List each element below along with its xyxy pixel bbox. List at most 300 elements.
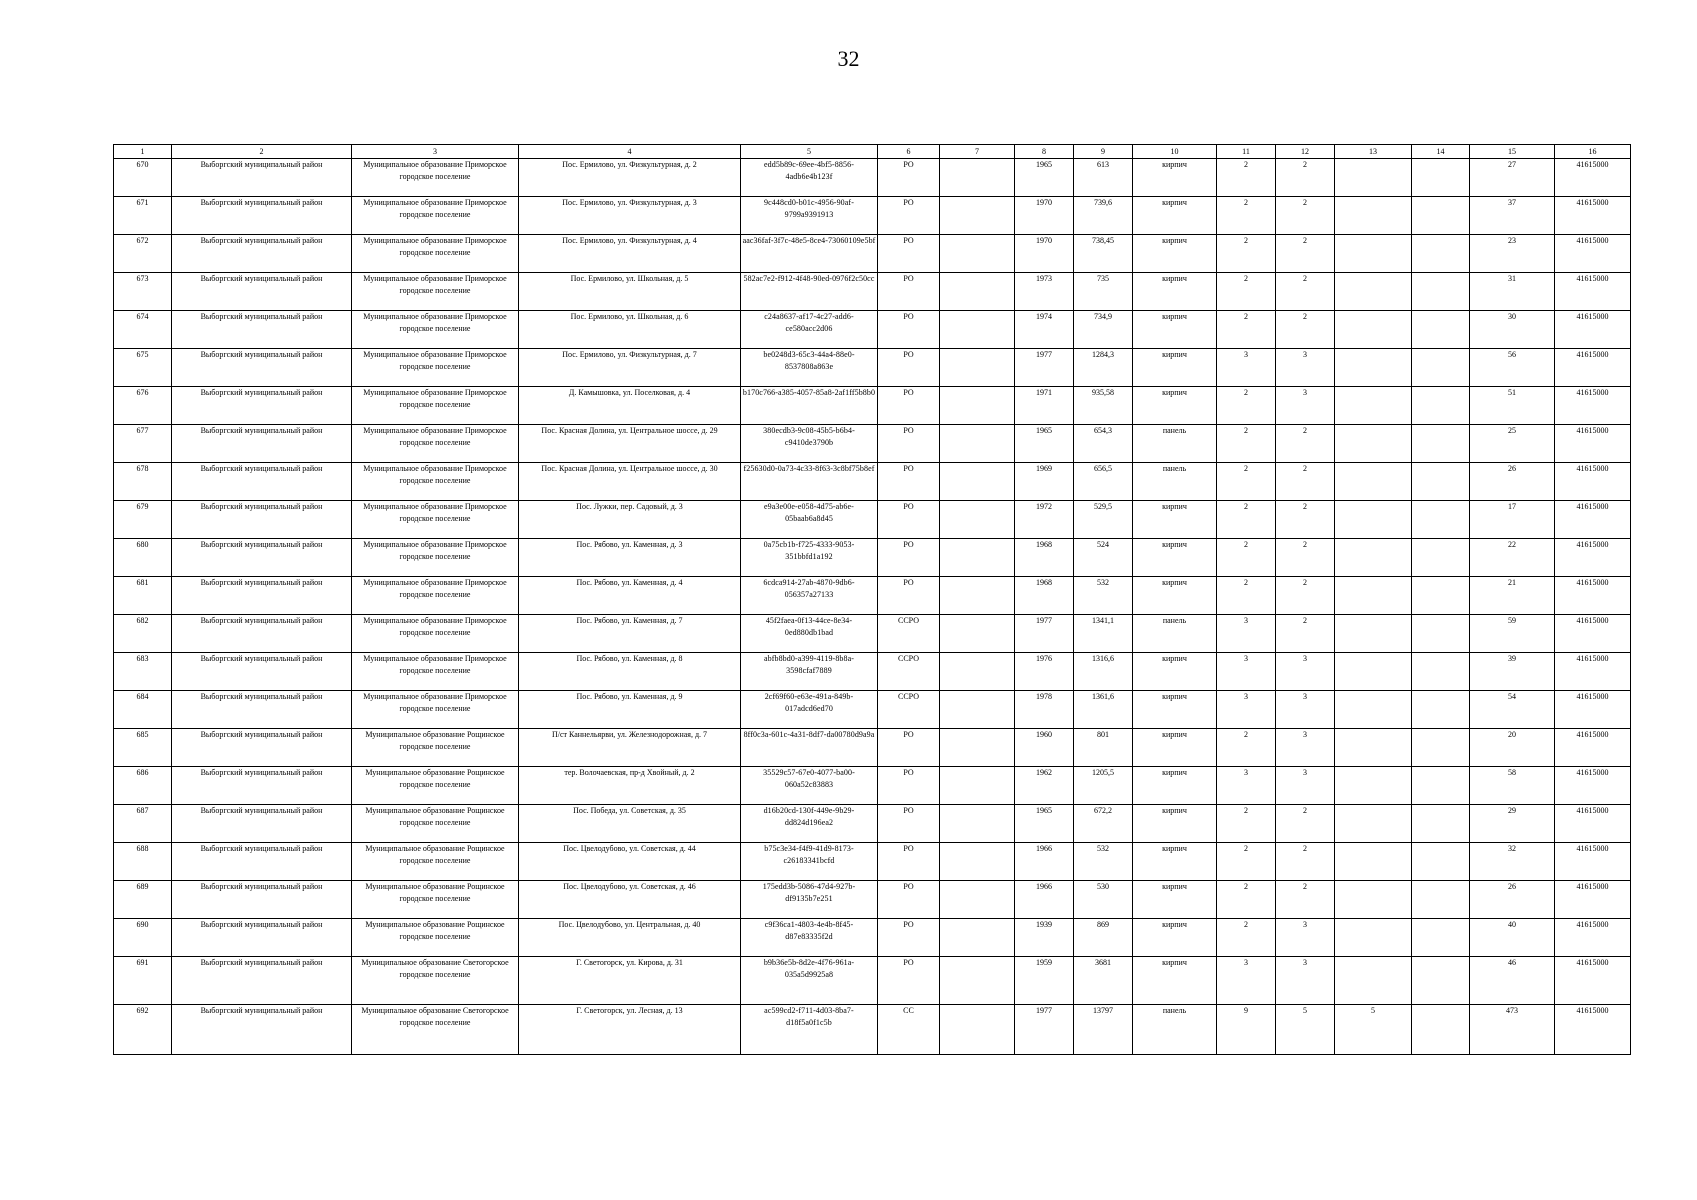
table-cell: Пос. Цвелодубово, ул. Советская, д. 44 — [519, 843, 741, 881]
column-header: 13 — [1335, 145, 1412, 159]
table-cell: РО — [878, 235, 940, 273]
table-cell: Пос. Ермилово, ул. Школьная, д. 6 — [519, 311, 741, 349]
table-cell: 3 — [1276, 349, 1335, 387]
table-cell — [940, 349, 1015, 387]
table-row — [114, 843, 1631, 881]
table-cell: 31 — [1470, 273, 1555, 311]
table-cell — [1412, 539, 1470, 577]
table-cell: Пос. Красная Долина, ул. Центральное шоссе, д. 29 — [519, 425, 741, 463]
table-cell: 54 — [1470, 691, 1555, 729]
table-cell: 656,5 — [1074, 463, 1133, 501]
table-cell: Г. Светогорск, ул. Лесная, д. 13 — [519, 1005, 741, 1055]
table-cell: РО — [878, 463, 940, 501]
table-cell — [940, 577, 1015, 615]
table-cell: 1970 — [1015, 197, 1074, 235]
table-cell — [1335, 805, 1412, 843]
table-cell: 2 — [1217, 235, 1276, 273]
table-cell: 677 — [114, 425, 172, 463]
table-cell: Выборгский муниципальный район — [172, 577, 352, 615]
table-cell: ac599cd2-f711-4d03-8ba7-d18f5a0f1c5b — [741, 1005, 878, 1055]
table-cell: РО — [878, 919, 940, 957]
table-cell: кирпич — [1133, 197, 1217, 235]
table-cell: кирпич — [1133, 539, 1217, 577]
table-row — [114, 197, 1631, 235]
table-cell: 41615000 — [1555, 729, 1631, 767]
table-cell: 2 — [1276, 539, 1335, 577]
table-cell: кирпич — [1133, 159, 1217, 197]
table-cell: 59 — [1470, 615, 1555, 653]
table-cell: 1284,3 — [1074, 349, 1133, 387]
column-header: 10 — [1133, 145, 1217, 159]
table-cell: РО — [878, 311, 940, 349]
table-cell: Муниципальное образование Светогорское городское поселение — [352, 1005, 519, 1055]
table-cell: 3 — [1276, 729, 1335, 767]
table-cell: Муниципальное образование Приморское городское поселение — [352, 425, 519, 463]
table-cell: 2 — [1217, 539, 1276, 577]
table-cell: 41615000 — [1555, 767, 1631, 805]
table-cell: 41615000 — [1555, 425, 1631, 463]
table-cell: 380ecdb3-9c08-45b5-b6b4-c9410de3790b — [741, 425, 878, 463]
table-cell: 801 — [1074, 729, 1133, 767]
table-cell: 671 — [114, 197, 172, 235]
table-cell: b170c766-a385-4057-85a8-2af1ff5b8b0 — [741, 387, 878, 425]
table-cell: 0a75cb1b-f725-4333-9053-351bbfd1a192 — [741, 539, 878, 577]
table-cell — [1335, 881, 1412, 919]
table-cell: 529,5 — [1074, 501, 1133, 539]
table-cell — [1412, 349, 1470, 387]
table-cell — [940, 425, 1015, 463]
table-cell: 6cdca914-27ab-4870-9db6-056357a27133 — [741, 577, 878, 615]
table-cell: 2 — [1217, 273, 1276, 311]
table-cell: Выборгский муниципальный район — [172, 881, 352, 919]
table-cell: 681 — [114, 577, 172, 615]
table-cell — [940, 615, 1015, 653]
table-cell: 613 — [1074, 159, 1133, 197]
table-cell: кирпич — [1133, 311, 1217, 349]
table-cell: 683 — [114, 653, 172, 691]
table-cell — [1335, 615, 1412, 653]
table-cell: c9f36ca1-4803-4e4b-8f45-d87e83335f2d — [741, 919, 878, 957]
table-cell: 3 — [1276, 691, 1335, 729]
table-cell: Выборгский муниципальный район — [172, 387, 352, 425]
table-cell: 1977 — [1015, 349, 1074, 387]
table-cell: 2 — [1217, 881, 1276, 919]
table-cell: 1341,1 — [1074, 615, 1133, 653]
table-cell: be0248d3-65c3-44a4-88e0-8537808a863e — [741, 349, 878, 387]
table-cell: 2 — [1217, 159, 1276, 197]
table-header — [114, 145, 1631, 159]
table-cell: Муниципальное образование Приморское городское поселение — [352, 577, 519, 615]
table-cell: Выборгский муниципальный район — [172, 691, 352, 729]
table-cell: 17 — [1470, 501, 1555, 539]
table-cell — [940, 539, 1015, 577]
table-cell: РО — [878, 957, 940, 1005]
table-cell: 3 — [1217, 691, 1276, 729]
table-cell — [940, 463, 1015, 501]
table-cell — [940, 311, 1015, 349]
table-cell: 670 — [114, 159, 172, 197]
table-cell: 5 — [1335, 1005, 1412, 1055]
table-cell — [1335, 843, 1412, 881]
table-body — [114, 159, 1631, 1055]
table-cell: Пос. Рябово, ул. Каменная, д. 4 — [519, 577, 741, 615]
table-cell: 3 — [1217, 349, 1276, 387]
table-cell: 21 — [1470, 577, 1555, 615]
table-cell: РО — [878, 881, 940, 919]
table-cell: кирпич — [1133, 767, 1217, 805]
table-cell: кирпич — [1133, 691, 1217, 729]
table-cell: 738,45 — [1074, 235, 1133, 273]
table-cell: 1977 — [1015, 615, 1074, 653]
table-row — [114, 919, 1631, 957]
table-cell: 691 — [114, 957, 172, 1005]
table-cell: 685 — [114, 729, 172, 767]
table-cell: Пос. Рябово, ул. Каменная, д. 9 — [519, 691, 741, 729]
table-cell: панель — [1133, 1005, 1217, 1055]
table-cell: d16b20cd-130f-449e-9b29-dd824d196ea2 — [741, 805, 878, 843]
table-cell: 473 — [1470, 1005, 1555, 1055]
table-cell: 25 — [1470, 425, 1555, 463]
table-cell — [1412, 197, 1470, 235]
table-cell: Пос. Лужки, пер. Садовый, д. 3 — [519, 501, 741, 539]
table-row — [114, 805, 1631, 843]
table-row — [114, 463, 1631, 501]
table-cell: 2 — [1276, 843, 1335, 881]
table-cell: Выборгский муниципальный район — [172, 729, 352, 767]
table-cell: 1205,5 — [1074, 767, 1133, 805]
table-row — [114, 577, 1631, 615]
table-cell: 1978 — [1015, 691, 1074, 729]
table-cell: Пос. Рябово, ул. Каменная, д. 3 — [519, 539, 741, 577]
table-cell: 1960 — [1015, 729, 1074, 767]
table-cell — [940, 843, 1015, 881]
table-cell: Выборгский муниципальный район — [172, 615, 352, 653]
table-cell — [940, 805, 1015, 843]
table-cell: 1971 — [1015, 387, 1074, 425]
table-cell — [940, 691, 1015, 729]
table-cell: Муниципальное образование Приморское городское поселение — [352, 273, 519, 311]
table-cell: 41615000 — [1555, 197, 1631, 235]
table-row — [114, 501, 1631, 539]
table-cell: Выборгский муниципальный район — [172, 957, 352, 1005]
table-cell: 1972 — [1015, 501, 1074, 539]
table-cell — [1412, 843, 1470, 881]
table-cell: 689 — [114, 881, 172, 919]
table-cell — [1412, 159, 1470, 197]
table-cell: 45f2faea-0f13-44ce-8e34-0ed880db1bad — [741, 615, 878, 653]
table-cell — [1335, 387, 1412, 425]
column-header: 2 — [172, 145, 352, 159]
table-cell — [1335, 729, 1412, 767]
table-cell — [1412, 729, 1470, 767]
table-cell: 3681 — [1074, 957, 1133, 1005]
table-cell: Выборгский муниципальный район — [172, 311, 352, 349]
table-cell: Муниципальное образование Приморское городское поселение — [352, 501, 519, 539]
table-cell: Муниципальное образование Рощинское городское поселение — [352, 729, 519, 767]
column-header: 12 — [1276, 145, 1335, 159]
table-cell: 3 — [1217, 653, 1276, 691]
page-number: 32 — [837, 46, 860, 71]
table-cell — [1335, 919, 1412, 957]
table-cell: 35529c57-67e0-4077-ba00-060a52c83883 — [741, 767, 878, 805]
table-cell: кирпич — [1133, 349, 1217, 387]
table-cell: Муниципальное образование Светогорское городское поселение — [352, 957, 519, 1005]
table-cell — [1412, 615, 1470, 653]
table-cell: 2 — [1217, 577, 1276, 615]
table-cell: 2 — [1217, 425, 1276, 463]
table-cell: 3 — [1276, 387, 1335, 425]
table-row — [114, 767, 1631, 805]
table-cell — [940, 957, 1015, 1005]
table-row — [114, 159, 1631, 197]
table-cell: 2 — [1276, 463, 1335, 501]
table-cell: Муниципальное образование Приморское городское поселение — [352, 539, 519, 577]
table-cell: 41615000 — [1555, 957, 1631, 1005]
table-cell: РО — [878, 425, 940, 463]
table-cell: f25630d0-0a73-4c33-8f63-3c8bf75b8ef — [741, 463, 878, 501]
table-cell: ССРО — [878, 653, 940, 691]
table-cell: Пос. Победа, ул. Советская, д. 35 — [519, 805, 741, 843]
table-cell: 1976 — [1015, 653, 1074, 691]
table-cell: edd5b89c-69ee-4bf5-8856-4adb6e4b123f — [741, 159, 878, 197]
table-cell: Муниципальное образование Приморское городское поселение — [352, 311, 519, 349]
table-cell: 3 — [1276, 957, 1335, 1005]
table-cell: 869 — [1074, 919, 1133, 957]
column-header: 4 — [519, 145, 741, 159]
table-cell: 46 — [1470, 957, 1555, 1005]
table-cell: 26 — [1470, 881, 1555, 919]
table-cell: 2 — [1217, 919, 1276, 957]
table-cell: 29 — [1470, 805, 1555, 843]
table-cell: 2 — [1276, 425, 1335, 463]
table-cell: 2 — [1217, 197, 1276, 235]
table-cell: 5 — [1276, 1005, 1335, 1055]
table-cell: Муниципальное образование Рощинское городское поселение — [352, 919, 519, 957]
table-cell: 2 — [1276, 273, 1335, 311]
table-cell — [940, 653, 1015, 691]
table-cell: Муниципальное образование Приморское городское поселение — [352, 349, 519, 387]
column-header: 16 — [1555, 145, 1631, 159]
table-cell: ССРО — [878, 615, 940, 653]
table-cell: Выборгский муниципальный район — [172, 235, 352, 273]
table-cell: Выборгский муниципальный район — [172, 159, 352, 197]
table-cell: Муниципальное образование Рощинское городское поселение — [352, 843, 519, 881]
table-cell: 1968 — [1015, 539, 1074, 577]
table-cell: 1970 — [1015, 235, 1074, 273]
table-cell: 680 — [114, 539, 172, 577]
table-cell: e9a3e00e-e058-4d75-ab6e-05baab6a8d45 — [741, 501, 878, 539]
table-cell: 41615000 — [1555, 311, 1631, 349]
table-cell: 686 — [114, 767, 172, 805]
table-cell: Пос. Ермилово, ул. Школьная, д. 5 — [519, 273, 741, 311]
table-cell: c24a8637-af17-4c27-add6-ce580acc2d06 — [741, 311, 878, 349]
table-cell: 20 — [1470, 729, 1555, 767]
table-cell: Муниципальное образование Рощинское городское поселение — [352, 805, 519, 843]
table-cell — [940, 387, 1015, 425]
table-row — [114, 349, 1631, 387]
table-cell: 2 — [1276, 159, 1335, 197]
table-cell: 734,9 — [1074, 311, 1133, 349]
table-cell: РО — [878, 273, 940, 311]
table-cell: 41615000 — [1555, 273, 1631, 311]
table-cell: 30 — [1470, 311, 1555, 349]
table-cell: 9c448cd0-b01c-4956-90af-9799a9391913 — [741, 197, 878, 235]
table-row — [114, 881, 1631, 919]
table-cell: Выборгский муниципальный район — [172, 767, 352, 805]
table-row — [114, 615, 1631, 653]
table-cell: 40 — [1470, 919, 1555, 957]
table-cell — [940, 197, 1015, 235]
table-cell: кирпич — [1133, 273, 1217, 311]
table-cell: Пос. Цвелодубово, ул. Центральная, д. 40 — [519, 919, 741, 957]
table-row — [114, 729, 1631, 767]
table-cell: Пос. Ермилово, ул. Физкультурная, д. 2 — [519, 159, 741, 197]
table-cell: Пос. Рябово, ул. Каменная, д. 7 — [519, 615, 741, 653]
table-cell — [940, 235, 1015, 273]
column-header: 1 — [114, 145, 172, 159]
table-cell: кирпич — [1133, 387, 1217, 425]
table-cell: Муниципальное образование Приморское городское поселение — [352, 387, 519, 425]
table-cell — [940, 919, 1015, 957]
table-cell — [940, 767, 1015, 805]
table-cell: 735 — [1074, 273, 1133, 311]
table-cell: 1316,6 — [1074, 653, 1133, 691]
table-row — [114, 235, 1631, 273]
table-cell: 41615000 — [1555, 463, 1631, 501]
table-cell: 2 — [1217, 501, 1276, 539]
table-cell: кирпич — [1133, 881, 1217, 919]
table-cell: РО — [878, 159, 940, 197]
table-cell: панель — [1133, 425, 1217, 463]
table-cell: 1974 — [1015, 311, 1074, 349]
table-cell: кирпич — [1133, 729, 1217, 767]
table-cell — [1412, 235, 1470, 273]
table-cell: кирпич — [1133, 653, 1217, 691]
table-cell — [940, 729, 1015, 767]
column-header: 9 — [1074, 145, 1133, 159]
table-cell: Выборгский муниципальный район — [172, 463, 352, 501]
table-cell: РО — [878, 197, 940, 235]
table-cell: 41615000 — [1555, 805, 1631, 843]
table-cell — [1412, 805, 1470, 843]
table-cell: кирпич — [1133, 577, 1217, 615]
table-cell: 32 — [1470, 843, 1555, 881]
table-cell: Выборгский муниципальный район — [172, 273, 352, 311]
table-cell — [1412, 957, 1470, 1005]
table-cell: 3 — [1217, 957, 1276, 1005]
table-cell: 675 — [114, 349, 172, 387]
table-cell: 41615000 — [1555, 653, 1631, 691]
table-cell: 1965 — [1015, 805, 1074, 843]
table-cell: 1966 — [1015, 881, 1074, 919]
table-cell: 23 — [1470, 235, 1555, 273]
column-header: 3 — [352, 145, 519, 159]
table-row — [114, 311, 1631, 349]
table-cell — [1412, 1005, 1470, 1055]
table-cell: 41615000 — [1555, 1005, 1631, 1055]
table-cell: Выборгский муниципальный район — [172, 919, 352, 957]
table-cell: 3 — [1276, 767, 1335, 805]
table-cell: 530 — [1074, 881, 1133, 919]
table-row — [114, 387, 1631, 425]
table-cell: 2 — [1217, 729, 1276, 767]
table-cell — [1335, 197, 1412, 235]
table-cell: кирпич — [1133, 805, 1217, 843]
table-cell: 1969 — [1015, 463, 1074, 501]
table-cell: 13797 — [1074, 1005, 1133, 1055]
table-cell: Муниципальное образование Приморское городское поселение — [352, 197, 519, 235]
table-cell: aac36faf-3f7c-48e5-8ce4-73060109e5bf — [741, 235, 878, 273]
table-cell: Выборгский муниципальный район — [172, 349, 352, 387]
table-cell — [940, 273, 1015, 311]
table-row — [114, 957, 1631, 1005]
table-cell: 41615000 — [1555, 577, 1631, 615]
table-cell — [1335, 273, 1412, 311]
table-cell: РО — [878, 843, 940, 881]
table-cell: 2 — [1276, 881, 1335, 919]
table-cell: abfb8bd0-a399-4119-8b8a-3598cfaf7889 — [741, 653, 878, 691]
table-cell: 935,58 — [1074, 387, 1133, 425]
table-cell: 9 — [1217, 1005, 1276, 1055]
table-cell: 41615000 — [1555, 691, 1631, 729]
table-cell: 684 — [114, 691, 172, 729]
table-cell: 3 — [1217, 767, 1276, 805]
table-cell: 2cf69f60-e63e-491a-849b-017adcd6ed70 — [741, 691, 878, 729]
table-cell: 682 — [114, 615, 172, 653]
table-cell: 26 — [1470, 463, 1555, 501]
table-cell: Пос. Ермилово, ул. Физкультурная, д. 4 — [519, 235, 741, 273]
table-cell: РО — [878, 577, 940, 615]
column-header: 6 — [878, 145, 940, 159]
table-cell — [940, 159, 1015, 197]
table-cell: 688 — [114, 843, 172, 881]
housing-registry-table — [113, 144, 1631, 1055]
table-cell: 1966 — [1015, 843, 1074, 881]
table-cell: панель — [1133, 615, 1217, 653]
table-cell: Выборгский муниципальный район — [172, 539, 352, 577]
table-cell: 672,2 — [1074, 805, 1133, 843]
table-cell: Муниципальное образование Приморское городское поселение — [352, 463, 519, 501]
table-cell: Выборгский муниципальный район — [172, 805, 352, 843]
table-cell: 175edd3b-5086-47d4-927b-df9135b7e251 — [741, 881, 878, 919]
table-cell: Пос. Красная Долина, ул. Центральное шоссе, д. 30 — [519, 463, 741, 501]
table-cell: 2 — [1217, 843, 1276, 881]
table-cell: Муниципальное образование Приморское городское поселение — [352, 615, 519, 653]
table-cell: 2 — [1276, 615, 1335, 653]
table-cell: Муниципальное образование Приморское городское поселение — [352, 691, 519, 729]
table-cell: 1977 — [1015, 1005, 1074, 1055]
table-cell — [1412, 653, 1470, 691]
table-cell: Пос. Ермилово, ул. Физкультурная, д. 7 — [519, 349, 741, 387]
table-cell: РО — [878, 349, 940, 387]
table-cell: 3 — [1276, 653, 1335, 691]
table-cell: 673 — [114, 273, 172, 311]
table-cell — [1412, 767, 1470, 805]
table-cell: 676 — [114, 387, 172, 425]
table-cell: 58 — [1470, 767, 1555, 805]
table-cell: 2 — [1276, 311, 1335, 349]
table-row — [114, 653, 1631, 691]
table-cell: РО — [878, 387, 940, 425]
table-cell: РО — [878, 805, 940, 843]
table-cell — [1412, 501, 1470, 539]
table-cell: 22 — [1470, 539, 1555, 577]
table-cell: РО — [878, 539, 940, 577]
table-cell — [1412, 919, 1470, 957]
table-row — [114, 539, 1631, 577]
table-cell: 41615000 — [1555, 501, 1631, 539]
table-cell: b75c3e34-f4f9-41d9-8173-c26183341bcfd — [741, 843, 878, 881]
